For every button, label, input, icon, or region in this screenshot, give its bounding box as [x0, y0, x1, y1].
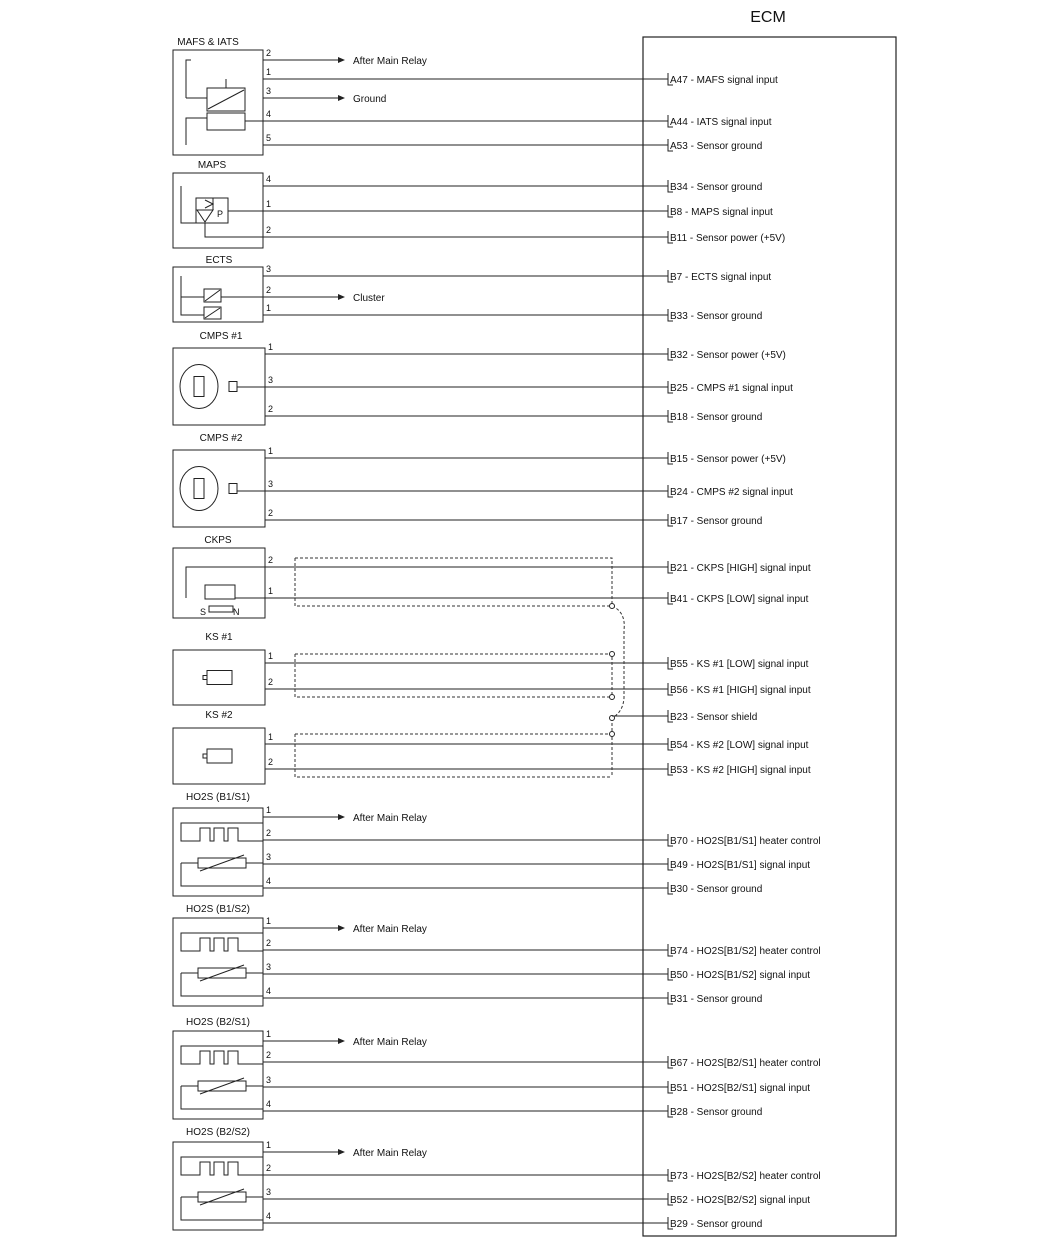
arrow-head [338, 1038, 345, 1044]
ecm-pin-label: B73 - HO2S[B2/S2] heater control [670, 1171, 821, 1182]
arrow-head [338, 57, 345, 63]
component-cmps2 [173, 433, 793, 527]
pin-number: 4 [266, 1099, 272, 1109]
ecm-pin-label: B21 - CKPS [HIGH] signal input [670, 563, 811, 574]
component-ho2s_b2s1 [173, 1017, 821, 1119]
cmps-sensor-pickup [229, 382, 237, 392]
arrow-head [338, 1149, 345, 1155]
ecm-pin-label: B49 - HO2S[B1/S1] signal input [670, 860, 811, 871]
component-label: HO2S (B2/S1) [186, 1017, 250, 1028]
ecm-pin-label: A44 - IATS signal input [670, 117, 772, 128]
wire [200, 1189, 244, 1205]
arrow-head [338, 95, 345, 101]
shield-node [610, 652, 615, 657]
shield-node [610, 732, 615, 737]
pin-number: 2 [268, 757, 274, 767]
pin-number: 4 [266, 876, 272, 886]
iats-element [207, 113, 245, 130]
component-label: HO2S (B1/S2) [186, 904, 250, 915]
pin-number: 3 [266, 264, 272, 274]
ks1-shield [295, 654, 612, 697]
pin-number: 1 [266, 67, 272, 77]
component-label: ECTS [205, 255, 233, 266]
pin-number: 2 [266, 1050, 272, 1060]
cmps-sensor-body [180, 467, 218, 511]
component-label: KS #1 [205, 632, 233, 643]
ecm-pin-label: A53 - Sensor ground [670, 141, 763, 152]
wire [200, 855, 244, 871]
ecm-pin-label: B23 - Sensor shield [670, 712, 758, 723]
ks-sensor-element [207, 671, 232, 685]
pin-number: 4 [266, 174, 272, 184]
ecm-pin-label: B25 - CMPS #1 signal input [670, 383, 793, 394]
mafs-diagonal [208, 90, 244, 109]
external-label: Ground [353, 94, 387, 105]
pin-number: 1 [266, 1029, 272, 1039]
ecm-pin-label: B34 - Sensor ground [670, 182, 763, 193]
ecm-pin-label: B53 - KS #2 [HIGH] signal input [670, 765, 811, 776]
cmps-sensor-core [194, 377, 204, 397]
pin-number: 3 [266, 852, 272, 862]
component-box [173, 1031, 263, 1119]
ecm-pin-label: B54 - KS #2 [LOW] signal input [670, 740, 809, 751]
pin-number: 2 [268, 677, 274, 687]
component-label: MAPS [197, 160, 227, 171]
ecm-pin-label: A47 - MAFS signal input [670, 75, 778, 86]
component-box [173, 650, 265, 705]
component-maps [173, 160, 785, 248]
component-shield [668, 710, 757, 723]
external-label: After Main Relay [353, 813, 427, 824]
ecm-pin-label: B56 - KS #1 [HIGH] signal input [670, 685, 811, 696]
pin-number: 3 [268, 375, 274, 385]
pin-number: 4 [266, 1211, 272, 1221]
ho2s-heater [181, 1051, 263, 1064]
external-label: After Main Relay [353, 924, 427, 935]
ho2s-heater [181, 1162, 263, 1175]
pin-number: 2 [266, 48, 272, 58]
ecm-pin-label: B32 - Sensor power (+5V) [670, 350, 786, 361]
component-label: HO2S (B2/S2) [186, 1127, 250, 1138]
ecm-pin-label: B11 - Sensor power (+5V) [670, 233, 786, 244]
ecm-pin-label: B24 - CMPS #2 signal input [670, 487, 793, 498]
component-ects [173, 255, 771, 322]
component-ckps [173, 535, 811, 618]
ecm-pin-label: B51 - HO2S[B2/S1] signal input [670, 1083, 811, 1094]
ecm-pin-label: B50 - HO2S[B1/S2] signal input [670, 970, 811, 981]
component-box [173, 1142, 263, 1230]
shield-node [610, 695, 615, 700]
pin-number: 2 [266, 1163, 272, 1173]
ho2s-heater [181, 938, 263, 951]
component-label: HO2S (B1/S1) [186, 792, 250, 803]
cmps-sensor-pickup [229, 484, 237, 494]
pin-number: 2 [266, 225, 272, 235]
wire [200, 965, 244, 981]
shield-node [610, 604, 615, 609]
ecm-pin-label: B29 - Sensor ground [670, 1219, 763, 1230]
component-ho2s_b1s1 [173, 792, 821, 896]
pin-number: 2 [268, 508, 274, 518]
wire [200, 1078, 244, 1094]
component-cmps1 [173, 331, 793, 425]
component-box [173, 450, 265, 527]
component-label: CKPS [204, 535, 232, 546]
arrow-head [338, 925, 345, 931]
pin-number: 5 [266, 133, 272, 143]
maps-p-label: P [217, 209, 224, 219]
external-label: After Main Relay [353, 56, 427, 67]
ckps-shield [295, 558, 612, 606]
ckps-sn-label: S N [200, 607, 240, 617]
ks-sensor-element [207, 749, 232, 763]
component-label: KS #2 [205, 710, 233, 721]
pin-number: 3 [266, 1075, 272, 1085]
cmps-sensor-body [180, 365, 218, 409]
pin-number: 3 [266, 86, 272, 96]
external-label: After Main Relay [353, 1148, 427, 1159]
pin-number: 1 [268, 342, 274, 352]
ecm-pin-label: B33 - Sensor ground [670, 311, 763, 322]
pin-number: 2 [268, 555, 274, 565]
component-label: CMPS #1 [199, 331, 243, 342]
shield-drain-upper [612, 606, 624, 718]
pin-number: 2 [266, 285, 272, 295]
ecm-pin-label: B7 - ECTS signal input [670, 272, 772, 283]
component-ho2s_b1s2 [173, 904, 821, 1006]
ecm-pin-label: B31 - Sensor ground [670, 994, 763, 1005]
component-ho2s_b2s2 [173, 1127, 821, 1230]
pin-number: 4 [266, 109, 272, 119]
pin-number: 1 [268, 732, 274, 742]
pin-number: 1 [266, 805, 272, 815]
pin-number: 1 [266, 1140, 272, 1150]
maps-triangle [197, 210, 213, 222]
ks2-shield [295, 734, 612, 777]
component-mafs [173, 37, 778, 155]
wire [205, 290, 220, 301]
ecm-pin-label: B67 - HO2S[B2/S1] heater control [670, 1058, 821, 1069]
external-label: Cluster [353, 293, 385, 304]
component-box [173, 728, 265, 784]
ecm-pin-label: B18 - Sensor ground [670, 412, 763, 423]
ecm-pin-label: B30 - Sensor ground [670, 884, 763, 895]
ecm-pin-label: B52 - HO2S[B2/S2] signal input [670, 1195, 811, 1206]
ho2s-heater [181, 828, 263, 841]
ecm-pin-label: B28 - Sensor ground [670, 1107, 763, 1118]
ecm-pin-label: B17 - Sensor ground [670, 516, 763, 527]
pin-number: 1 [266, 916, 272, 926]
arrow-head [338, 814, 345, 820]
component-box [173, 918, 263, 1006]
ecm-pin-label: B15 - Sensor power (+5V) [670, 454, 786, 465]
wire [205, 308, 220, 318]
ecm-pin-label: B70 - HO2S[B1/S1] heater control [670, 836, 821, 847]
component-ks1 [173, 632, 811, 705]
component-label: CMPS #2 [199, 433, 243, 444]
pin-number: 3 [268, 479, 274, 489]
component-box [173, 808, 263, 896]
components-layer [173, 37, 821, 1230]
pin-number: 1 [268, 446, 274, 456]
pin-number: 2 [268, 404, 274, 414]
ecm-pin-label: B55 - KS #1 [LOW] signal input [670, 659, 809, 670]
external-label: After Main Relay [353, 1037, 427, 1048]
cmps-sensor-core [194, 479, 204, 499]
ecm-pin-label: B74 - HO2S[B1/S2] heater control [670, 946, 821, 957]
pin-number: 1 [266, 199, 272, 209]
ckps-coil [205, 585, 235, 599]
pin-number: 3 [266, 962, 272, 972]
pin-number: 3 [266, 1187, 272, 1197]
ecm-pin-label: B41 - CKPS [LOW] signal input [670, 594, 809, 605]
component-label: MAFS & IATS [177, 37, 239, 48]
pin-number: 1 [268, 651, 274, 661]
pin-number: 1 [268, 586, 274, 596]
pin-number: 4 [266, 986, 272, 996]
ecm-title: ECM [750, 9, 786, 26]
arrow-head [338, 294, 345, 300]
pin-number: 1 [266, 303, 272, 313]
ecm-pin-label: B8 - MAPS signal input [670, 207, 773, 218]
pin-number: 2 [266, 938, 272, 948]
component-box [173, 267, 263, 322]
pin-number: 2 [266, 828, 272, 838]
